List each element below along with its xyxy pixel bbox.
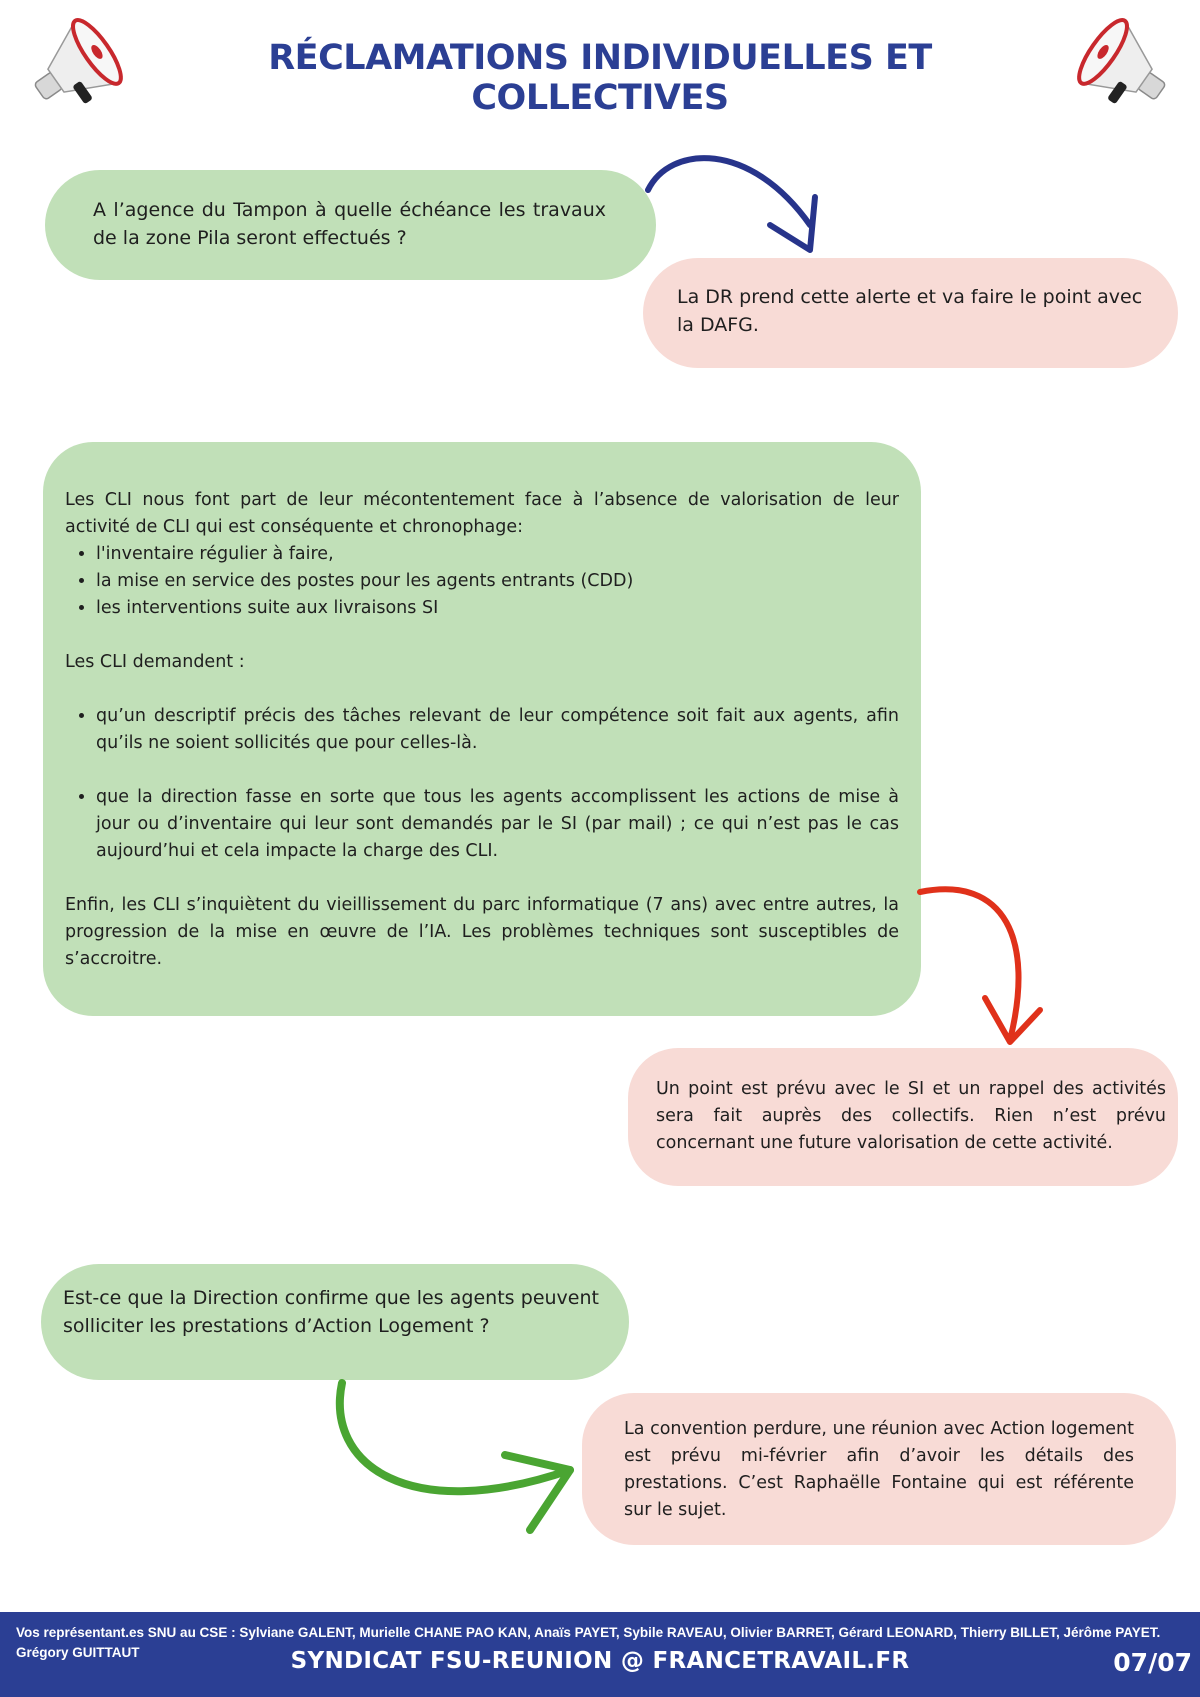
question-text-1: A l’agence du Tampon à quelle échéance les travaux de la zone Pila seront effectués ? <box>93 199 606 249</box>
answer-bubble-3 <box>582 1393 1176 1545</box>
answer-text-1: La DR prend cette alerte et va faire le point avec la DAFG. <box>677 286 1143 336</box>
question-bubble-3 <box>41 1264 629 1380</box>
union-email: SYNDICAT FSU-REUNION @ FRANCETRAVAIL.FR <box>290 1648 910 1674</box>
arrow-green-icon <box>330 1375 590 1545</box>
page-title: RÉCLAMATIONS INDIVIDUELLES ET COLLECTIVES <box>268 38 932 118</box>
list-item: • l'inventaire régulier à faire, <box>96 541 899 568</box>
conclusion-text: Enfin, les CLI s’inquiètent du vieillissement du parc informatique (7 ans) avec entre autres, la progression de la mise en œuvre de l’IA. Les problèmes techniques sont susceptibles de s’accroitre. <box>65 895 899 969</box>
list-item: • que la direction fasse en sorte que tous les agents accomplissent les actions de mise à jour ou d’inventaire qui leur sont demandés par le SI (par mail) ; ce qui n’est pas le cas aujourd’hui et cela impacte la charge des CLI. <box>96 784 899 865</box>
intro-text: Les CLI nous font part de leur mécontentement face à l’absence de valorisation de leur activité de CLI qui est conséquente et chronophage: <box>65 490 899 537</box>
answer-bubble-2 <box>628 1048 1178 1186</box>
demand-list <box>65 784 899 865</box>
list-item: • la mise en service des postes pour les agents entrants (CDD) <box>96 568 899 595</box>
megaphone-icon <box>1074 14 1178 122</box>
issue-list <box>65 541 899 622</box>
question-bubble-2 <box>43 442 921 1016</box>
list-item: • les interventions suite aux livraisons SI <box>96 595 899 622</box>
arrow-red-icon <box>905 880 1055 1060</box>
question-text-3: Est-ce que la Direction confirme que les agents peuvent solliciter les prestations d’Action Logement ? <box>63 1287 599 1337</box>
page-number: 07/07 <box>1113 1648 1192 1677</box>
representatives-text: Vos représentant.es SNU au CSE : Sylviane GALENT, Murielle CHANE PAO KAN, Anaïs PAYET, Sybile RAVEAU, Olivier BARRET, Gérard LEONARD, Thierry BILLET, Jérôme PAYET. Grégory GUITTAUT <box>16 1625 1161 1660</box>
demand-intro: Les CLI demandent : <box>65 652 245 672</box>
arrow-blue-icon <box>640 145 830 265</box>
answer-text-3: La convention perdure, une réunion avec Action logement est prévu mi-février afin d’avoir les détails des prestations. C’est Raphaëlle Fontaine qui est référente sur le sujet. <box>624 1419 1134 1520</box>
list-item: • qu’un descriptif précis des tâches relevant de leur compétence soit fait aux agents, afin qu’ils ne soient sollicités que pour celles-là. <box>96 703 899 757</box>
demand-list <box>65 703 899 757</box>
answer-bubble-1 <box>643 258 1178 368</box>
megaphone-icon <box>22 14 126 122</box>
question-bubble-1 <box>45 170 656 280</box>
answer-text-2: Un point est prévu avec le SI et un rappel des activités sera fait auprès des collectifs. Rien n’est prévu concernant une future valorisation de cette activité. <box>656 1079 1166 1153</box>
